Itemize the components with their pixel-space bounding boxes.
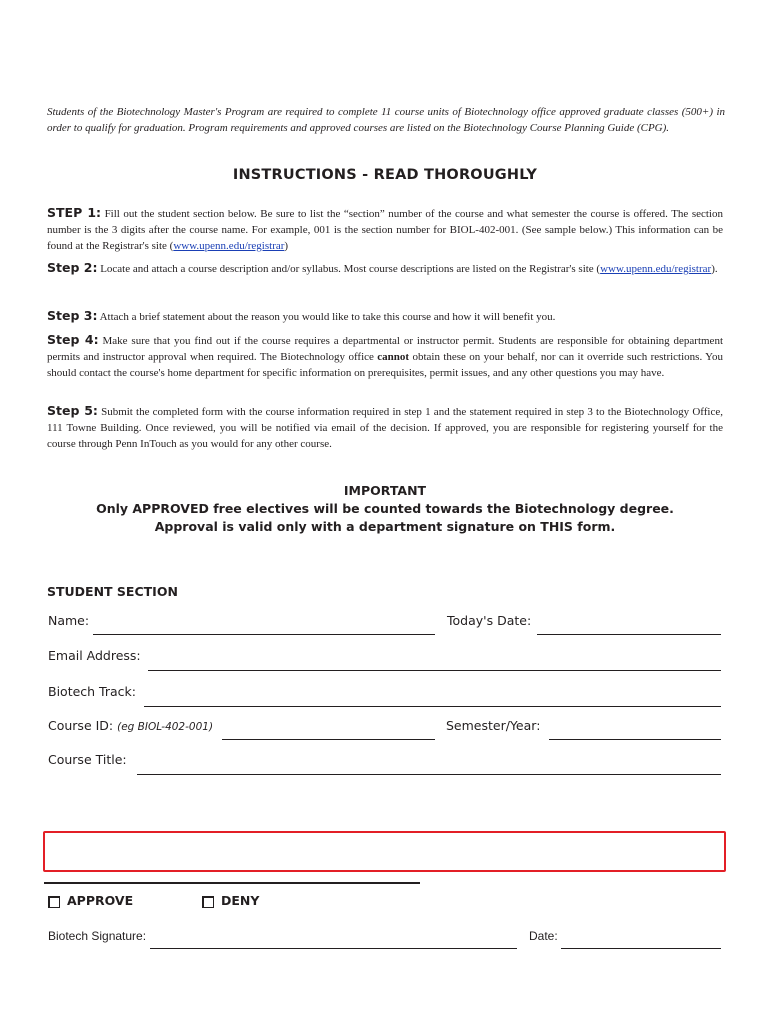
- step-label: Step 4:: [47, 332, 99, 347]
- step-text-end: ).: [711, 263, 718, 275]
- step-label: STEP 1:: [47, 205, 102, 220]
- signature-date-label: Date:: [529, 929, 558, 943]
- todays-date-field[interactable]: [537, 634, 721, 635]
- step-text: Locate and attach a course description and/or syllabus. Most course descriptions are listed on the Registrar's site (: [100, 263, 601, 275]
- course-title-label: Course Title:: [48, 752, 127, 767]
- course-id-label: [48, 718, 213, 733]
- course-title-field[interactable]: [137, 774, 721, 775]
- biotech-track-field[interactable]: [144, 706, 721, 707]
- biotech-signature-field[interactable]: [150, 948, 517, 949]
- step-4: [47, 332, 723, 381]
- todays-date-label: Today's Date:: [447, 613, 532, 628]
- email-label: Email Address:: [48, 648, 141, 663]
- semester-year-label: Semester/Year:: [446, 718, 541, 733]
- registrar-link[interactable]: www.upenn.edu/registrar: [600, 263, 712, 275]
- step-5: [47, 403, 723, 452]
- intro-paragraph: Students of the Biotechnology Master's Program are required to complete 11 course units of Biotechnology office approved graduate classes (500+) in order to qualify for graduation. Program requirements and approved courses are listed on the Biotechnology Course Planning Guide (CPG).: [47, 106, 725, 134]
- step-text-end: obtain these on your behalf, nor can it override such restrictions. You should contact the course's home department for specific information on prerequisites, permit issues, and any other questions you may have.: [47, 351, 724, 379]
- step-2: [47, 260, 723, 277]
- step-label: Step 3:: [47, 308, 98, 323]
- name-field[interactable]: [93, 634, 435, 635]
- semester-year-field[interactable]: [549, 739, 721, 740]
- step-text: Submit the completed form with the course information required in step 1 and the statement required in step 3 to the Biotechnology Office, 111 Towne Building. Once reviewed, you will be notified via email of the decision. If approved, you are responsible for registering yourself for the course through Penn InTouch as you would for any other course.: [47, 406, 723, 450]
- step-text: Attach a brief statement about the reason you would like to take this course and how it will benefit you.: [99, 311, 556, 323]
- approve-label: APPROVE: [67, 893, 134, 908]
- step-3: [47, 308, 723, 325]
- step-text: Fill out the student section below. Be sure to list the “section” number of the course and what semester the course is offered. The section number is the 3 digits after the course name. For example, 001 is the section number for BIOL-402-001. (See sample below.) This information can be found at the Registrar's site (: [47, 208, 723, 252]
- instructions-title: INSTRUCTIONS - READ THOROUGHLY: [232, 167, 538, 183]
- registrar-link[interactable]: www.upenn.edu/registrar: [173, 240, 285, 252]
- step-1: [47, 205, 723, 254]
- approve-checkbox[interactable]: [48, 896, 60, 908]
- name-label: Name:: [48, 613, 90, 628]
- important-line-1: Only APPROVED free electives will be counted towards the Biotechnology degree.: [96, 501, 674, 516]
- important-line-2: Approval is valid only with a department signature on THIS form.: [154, 519, 616, 534]
- step-label: Step 2:: [47, 260, 98, 275]
- course-id-label-text: Course ID:: [48, 718, 114, 733]
- step-text-end: ): [284, 240, 289, 252]
- email-field[interactable]: [148, 670, 721, 671]
- course-id-hint: (eg BIOL-402-001): [117, 721, 214, 733]
- step-bold-text: cannot: [377, 351, 410, 363]
- biotech-track-label: Biotech Track:: [48, 684, 136, 699]
- biotech-signature-label: Biotech Signature:: [48, 929, 147, 943]
- highlight-box: [43, 831, 726, 872]
- course-id-field[interactable]: [222, 739, 435, 740]
- section-divider: [44, 882, 420, 884]
- signature-date-field[interactable]: [561, 948, 721, 949]
- step-text: Make sure that you find out if the course requires a departmental or instructor permit. Students are responsible for obtaining department permits and instructor approval when required. The Biotechnology office: [47, 335, 723, 363]
- student-section-title: STUDENT SECTION: [47, 584, 178, 599]
- step-label: Step 5:: [47, 403, 98, 418]
- deny-label: DENY: [221, 893, 260, 908]
- deny-checkbox[interactable]: [202, 896, 214, 908]
- important-heading: IMPORTANT: [343, 483, 427, 498]
